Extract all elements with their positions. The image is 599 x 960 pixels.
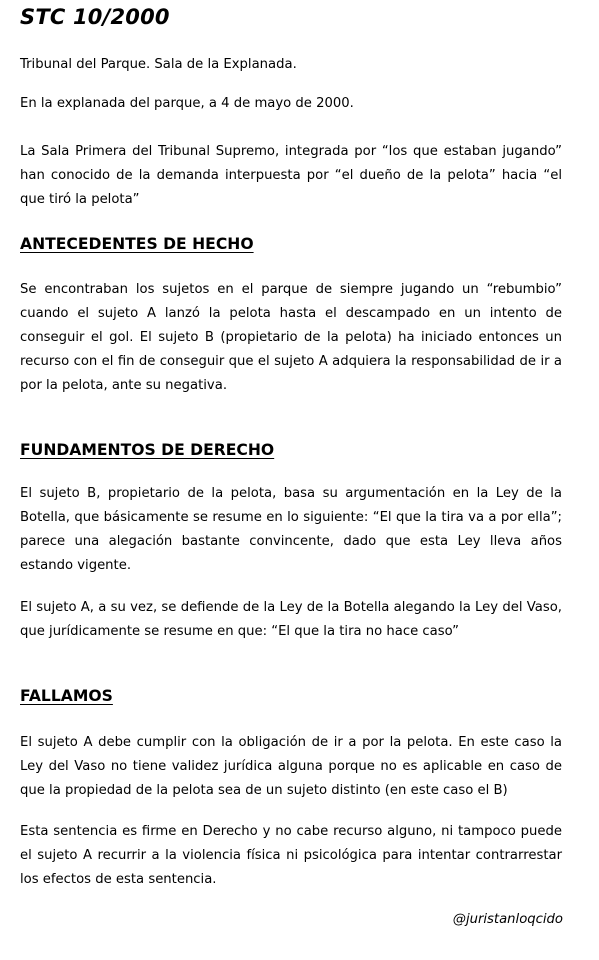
place-date-line: En la explanada del parque, a 4 de mayo de 2000.: [20, 96, 354, 111]
intro-paragraph: La Sala Primera del Tribunal Supremo, integrada por “los que estaban jugando” han conocido de la demanda interpuesta por “el dueño de la pelota” hacia “el que tiró la pelota”: [20, 144, 562, 207]
fallamos-paragraph-1: El sujeto A debe cumplir con la obligación de ir a por la pelota. En este caso la Ley del Vaso no tiene validez jurídica alguna porque no es aplicable en caso de que la propiedad de la pelota sea de un sujeto distinto (en este caso el B): [20, 735, 562, 798]
fundamentos-paragraph-1: El sujeto B, propietario de la pelota, basa su argumentación en la Ley de la Botella, que básicamente se resume en lo siguiente: “El que la tira va a por ella”; parece una alegación bastante convincente, dado que esta Ley lleva años estando vigente.: [20, 486, 562, 573]
section-heading-antecedentes: ANTECEDENTES DE HECHO: [20, 235, 254, 253]
author-signature: @juristanloqcido: [452, 912, 563, 927]
document-title: STC 10/2000: [20, 5, 170, 29]
fallamos-paragraph-2: Esta sentencia es firme en Derecho y no cabe recurso alguno, ni tampoco puede el sujeto A recurrir a la violencia física ni psicológica para intentar contrarrestar los efectos de esta sentencia.: [20, 824, 562, 887]
fundamentos-paragraph-2: El sujeto A, a su vez, se defiende de la Ley de la Botella alegando la Ley del Vaso, que jurídicamente se resume en que: “El que la tira no hace caso”: [20, 600, 562, 639]
section-heading-fundamentos: FUNDAMENTOS DE DERECHO: [20, 441, 275, 459]
section-heading-fallamos: FALLAMOS: [20, 687, 113, 705]
court-line: Tribunal del Parque. Sala de la Explanada.: [20, 57, 297, 72]
antecedentes-paragraph: Se encontraban los sujetos en el parque de siempre jugando un “rebumbio” cuando el sujeto A lanzó la pelota hasta el descampado en un intento de conseguir el gol. El sujeto B (propietario de la pelota) ha iniciado entonces un recurso con el fin de conseguir que el sujeto A adquiera la responsabilidad de ir a por la pelota, ante su negativa.: [20, 282, 562, 393]
